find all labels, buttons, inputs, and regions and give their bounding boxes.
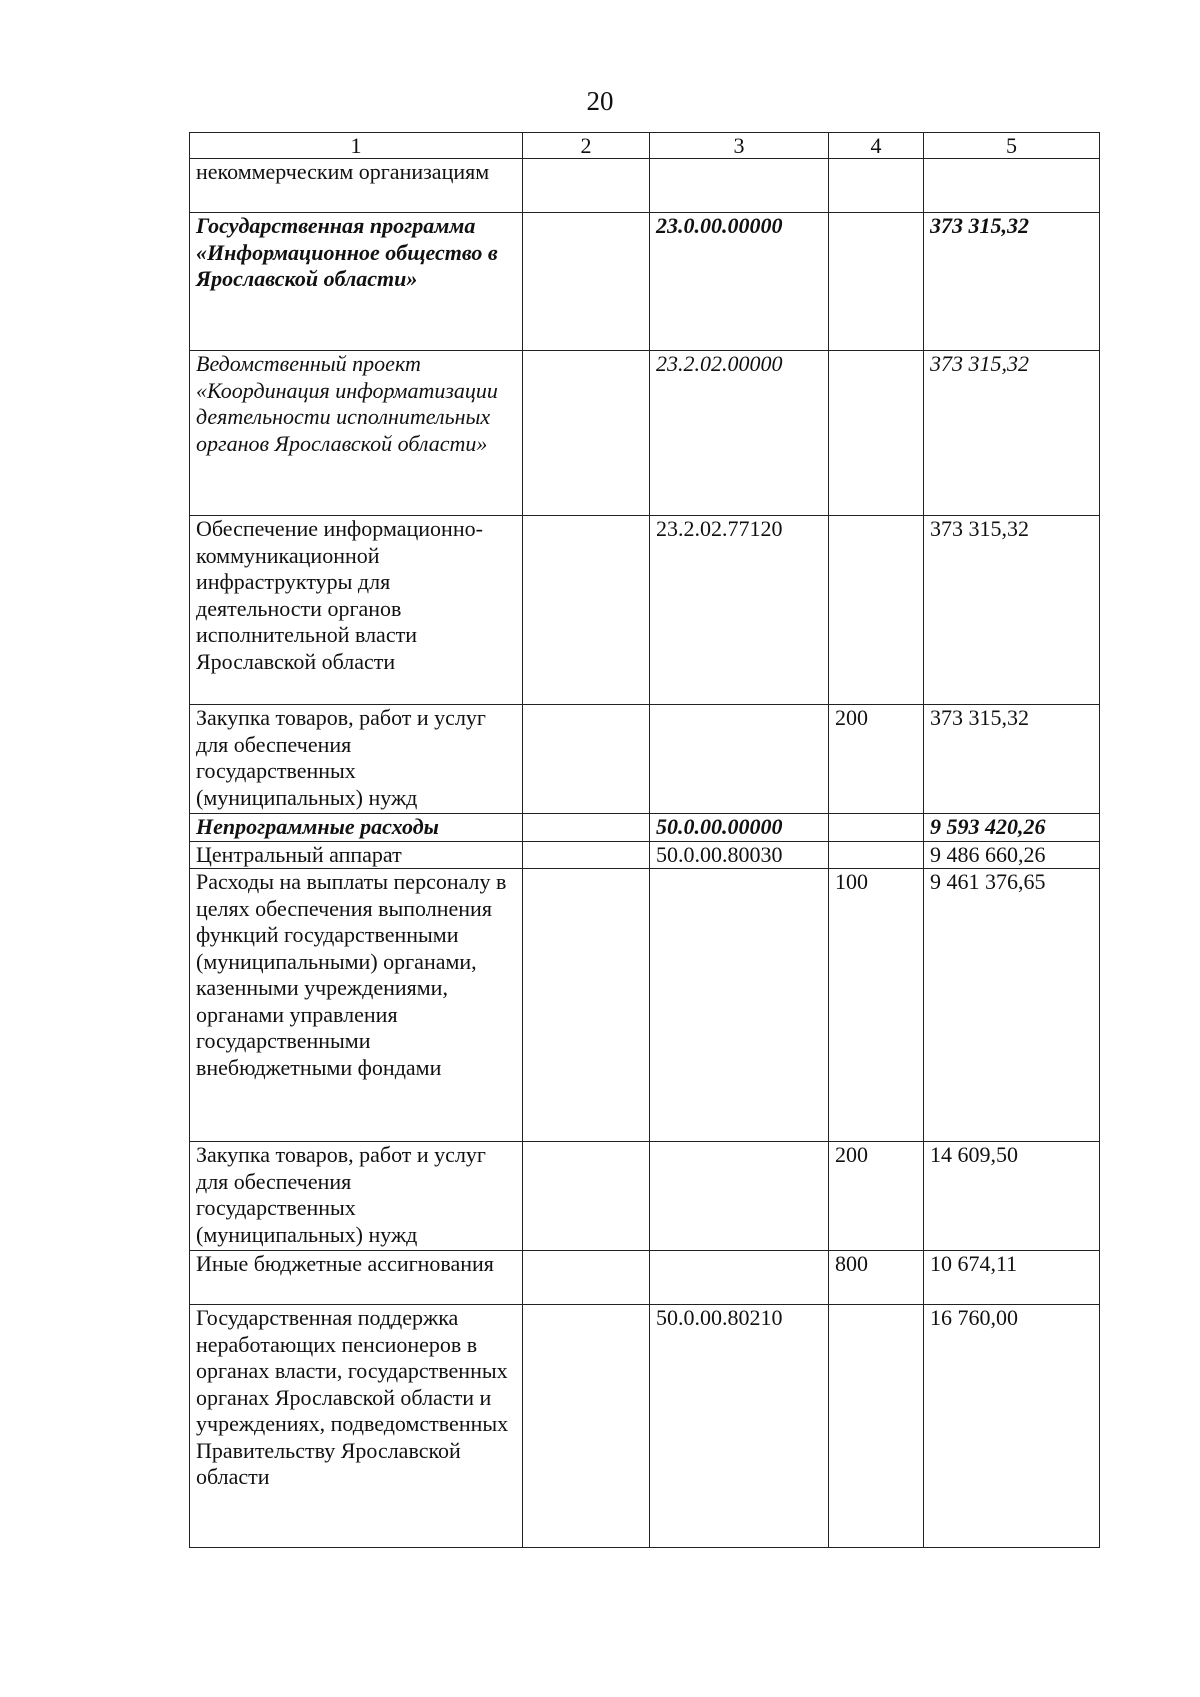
row-name-cell: Расходы на выплаты персоналу в целях обеспечения выполнения функций государственными (муниципальными) органами, казенными учреждениями, органами управления государственными внебюджетными фондами bbox=[190, 869, 523, 1142]
row-col2-cell bbox=[523, 159, 650, 213]
header-cell: 1 bbox=[190, 133, 523, 159]
row-col2-cell bbox=[523, 705, 650, 814]
row-name-cell: Непрограммные расходы bbox=[190, 814, 523, 842]
row-col2-cell bbox=[523, 351, 650, 516]
table-row bbox=[190, 1142, 1100, 1251]
row-col2-cell bbox=[523, 1251, 650, 1305]
header-cell: 2 bbox=[523, 133, 650, 159]
table-row bbox=[190, 814, 1100, 842]
row-type-cell bbox=[829, 841, 924, 869]
row-amount-cell: 373 315,32 bbox=[924, 351, 1100, 516]
row-amount-cell: 373 315,32 bbox=[924, 516, 1100, 705]
table-row bbox=[190, 351, 1100, 516]
row-amount-cell: 9 461 376,65 bbox=[924, 869, 1100, 1142]
budget-table bbox=[189, 132, 1100, 1548]
row-type-cell: 100 bbox=[829, 869, 924, 1142]
table-row bbox=[190, 213, 1100, 351]
row-name-cell: Центральный аппарат bbox=[190, 841, 523, 869]
table-header-row bbox=[190, 133, 1100, 159]
row-type-cell bbox=[829, 814, 924, 842]
row-name-cell: Государственная поддержка неработающих пенсионеров в органах власти, государственных органах Ярославской области и учреждениях, подведомственных Правительству Ярославской области bbox=[190, 1305, 523, 1548]
row-code-cell bbox=[650, 705, 829, 814]
row-name-cell: Иные бюджетные ассигнования bbox=[190, 1251, 523, 1305]
row-code-cell: 23.2.02.00000 bbox=[650, 351, 829, 516]
table-row bbox=[190, 869, 1100, 1142]
header-cell: 3 bbox=[650, 133, 829, 159]
row-col2-cell bbox=[523, 1142, 650, 1251]
row-amount-cell: 9 486 660,26 bbox=[924, 841, 1100, 869]
row-amount-cell: 10 674,11 bbox=[924, 1251, 1100, 1305]
row-code-cell: 23.0.00.00000 bbox=[650, 213, 829, 351]
row-amount-cell bbox=[924, 159, 1100, 213]
row-type-cell: 200 bbox=[829, 705, 924, 814]
row-code-cell bbox=[650, 159, 829, 213]
row-code-cell: 50.0.00.80210 bbox=[650, 1305, 829, 1548]
row-code-cell: 23.2.02.77120 bbox=[650, 516, 829, 705]
row-type-cell bbox=[829, 159, 924, 213]
page-number: 20 bbox=[586, 86, 614, 116]
row-code-cell bbox=[650, 869, 829, 1142]
table-row bbox=[190, 841, 1100, 869]
row-name-cell: Закупка товаров, работ и услуг для обеспечения государственных (муниципальных) нужд bbox=[190, 705, 523, 814]
table-row bbox=[190, 1305, 1100, 1548]
row-type-cell bbox=[829, 213, 924, 351]
row-col2-cell bbox=[523, 1305, 650, 1548]
row-name-cell: Закупка товаров, работ и услуг для обеспечения государственных (муниципальных) нужд bbox=[190, 1142, 523, 1251]
table-row bbox=[190, 1251, 1100, 1305]
table-row bbox=[190, 516, 1100, 705]
row-code-cell: 50.0.00.00000 bbox=[650, 814, 829, 842]
row-col2-cell bbox=[523, 516, 650, 705]
row-amount-cell: 9 593 420,26 bbox=[924, 814, 1100, 842]
row-col2-cell bbox=[523, 869, 650, 1142]
row-type-cell bbox=[829, 516, 924, 705]
row-code-cell bbox=[650, 1142, 829, 1251]
row-code-cell bbox=[650, 1251, 829, 1305]
row-name-cell: Обеспечение информационно-коммуникационной инфраструктуры для деятельности органов исполнительной власти Ярославской области bbox=[190, 516, 523, 705]
row-type-cell bbox=[829, 351, 924, 516]
row-col2-cell bbox=[523, 814, 650, 842]
header-cell: 4 bbox=[829, 133, 924, 159]
row-type-cell: 800 bbox=[829, 1251, 924, 1305]
row-type-cell: 200 bbox=[829, 1142, 924, 1251]
row-name-cell: Ведомственный проект «Координация информатизации деятельности исполнительных органов Ярославской области» bbox=[190, 351, 523, 516]
row-name-cell: некоммерческим организациям bbox=[190, 159, 523, 213]
row-col2-cell bbox=[523, 841, 650, 869]
row-amount-cell: 373 315,32 bbox=[924, 705, 1100, 814]
row-name-cell: Государственная программа «Информационное общество в Ярославской области» bbox=[190, 213, 523, 351]
row-amount-cell: 14 609,50 bbox=[924, 1142, 1100, 1251]
header-cell: 5 bbox=[924, 133, 1100, 159]
row-type-cell bbox=[829, 1305, 924, 1548]
row-col2-cell bbox=[523, 213, 650, 351]
table-row bbox=[190, 705, 1100, 814]
row-amount-cell: 16 760,00 bbox=[924, 1305, 1100, 1548]
table-row bbox=[190, 159, 1100, 213]
row-amount-cell: 373 315,32 bbox=[924, 213, 1100, 351]
row-code-cell: 50.0.00.80030 bbox=[650, 841, 829, 869]
